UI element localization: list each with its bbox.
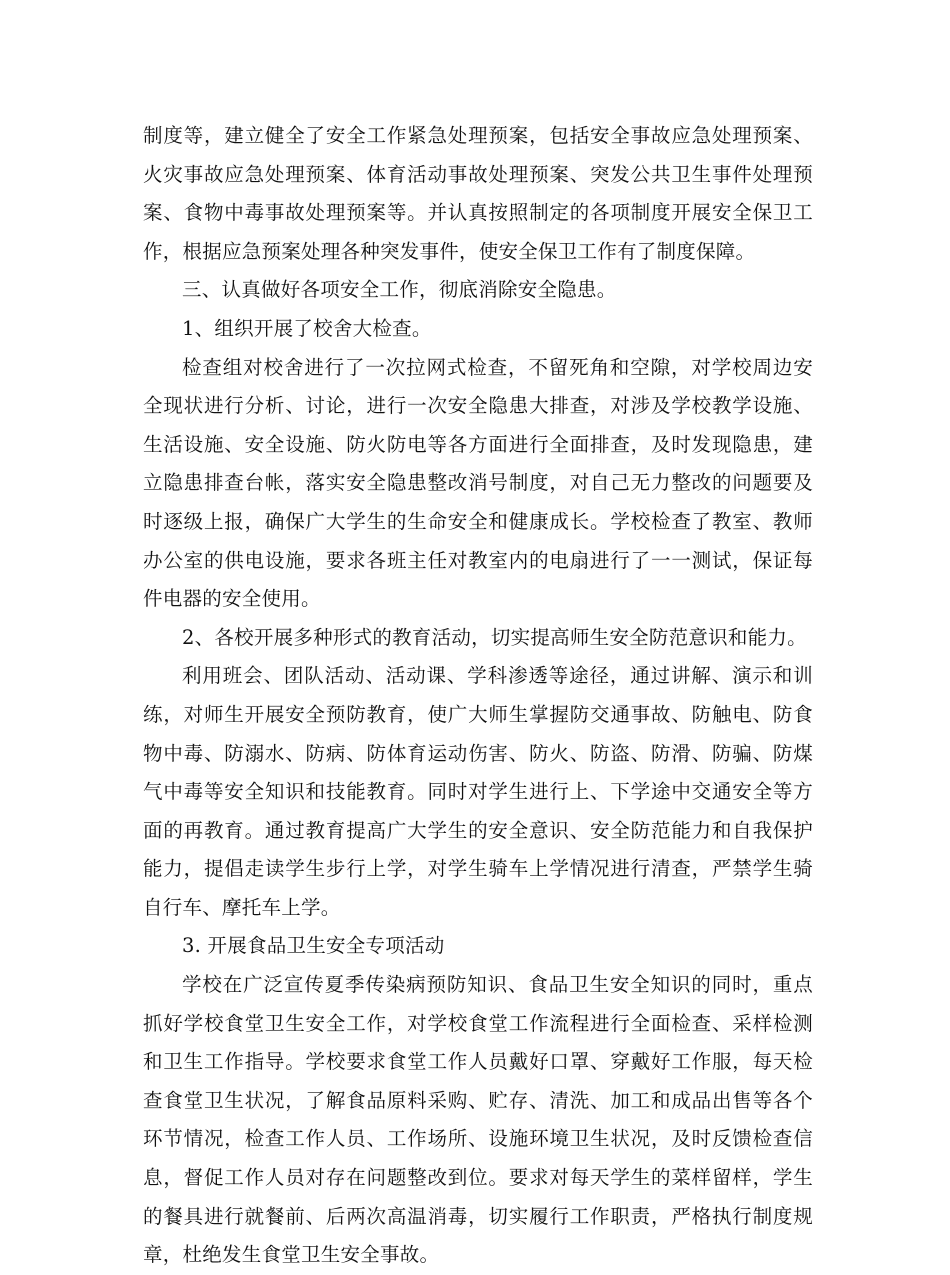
paragraph-inspection: 检查组对校舍进行了一次拉网式检查，不留死角和空隙，对学校周边安全现状进行分析、讨论，进行一次安全隐患大排查，对涉及学校教学设施、生活设施、安全设施、防火防电等各方面进行全面排查，及时发现隐患，建立隐患排查台帐，落实安全隐患整改消号制度，对自己无力整改的问题要及时逐级上报，确保广大学生的生命安全和健康成长。学校检查了教室、教师办公室的供电设施，要求各班主任对教室内的电扇进行了一一测试，保证每件电器的安全使用。 xyxy=(143,355,813,611)
paragraph-continuation: 制度等，建立健全了安全工作紧急处理预案，包括安全事故应急处理预案、火灾事故应急处理预案、体育活动事故处理预案、突发公共卫生事件处理预案、食物中毒事故处理预案等。并认真按照制定的各项制度开展安全保卫工作，根据应急预案处理各种突发事件，使安全保卫工作有了制度保障。 xyxy=(143,124,813,263)
paragraph-education: 利用班会、团队活动、活动课、学科渗透等途径，通过讲解、演示和训练，对师生开展安全预防教育，使广大师生掌握防交通事故、防触电、防食物中毒、防溺水、防病、防体育运动伤害、防火、防盗、防滑、防骗、防煤气中毒等安全知识和技能教育。同时对学生进行上、下学途中交通安全等方面的再教育。通过教育提高广大学生的安全意识、安全防范能力和自我保护能力，提倡走读学生步行上学，对学生骑车上学情况进行清查，严禁学生骑自行车、摩托车上学。 xyxy=(143,664,813,919)
subheading-food-safety: 3. 开展食品卫生安全专项活动 xyxy=(182,934,445,958)
paragraph-food-safety: 学校在广泛宣传夏季传染病预防知识、食品卫生安全知识的同时，重点抓好学校食堂卫生安全工作，对学校食堂工作流程进行全面检查、采样检测和卫生工作指导。学校要求食堂工作人员戴好口罩、穿戴好工作服，每天检查食堂卫生状况，了解食品原料采购、贮存、清洗、加工和成品出售等各个环节情况，检查工作人员、工作场所、设施环境卫生状况，及时反馈检查信息，督促工作人员对存在问题整改到位。要求对每天学生的菜样留样，学生的餐具进行就餐前、后两次高温消毒，切实履行工作职责，严格执行制度规章，杜绝发生食堂卫生安全事故。 xyxy=(143,973,813,1267)
subheading-inspection: 1、组织开展了校舍大检查。 xyxy=(182,316,432,340)
document-body xyxy=(143,117,813,1275)
subheading-education: 2、各校开展多种形式的教育活动，切实提高师生安全防范意识和能力。 xyxy=(182,625,807,649)
section-heading-three: 三、认真做好各项安全工作，彻底消除安全隐患。 xyxy=(182,278,617,302)
